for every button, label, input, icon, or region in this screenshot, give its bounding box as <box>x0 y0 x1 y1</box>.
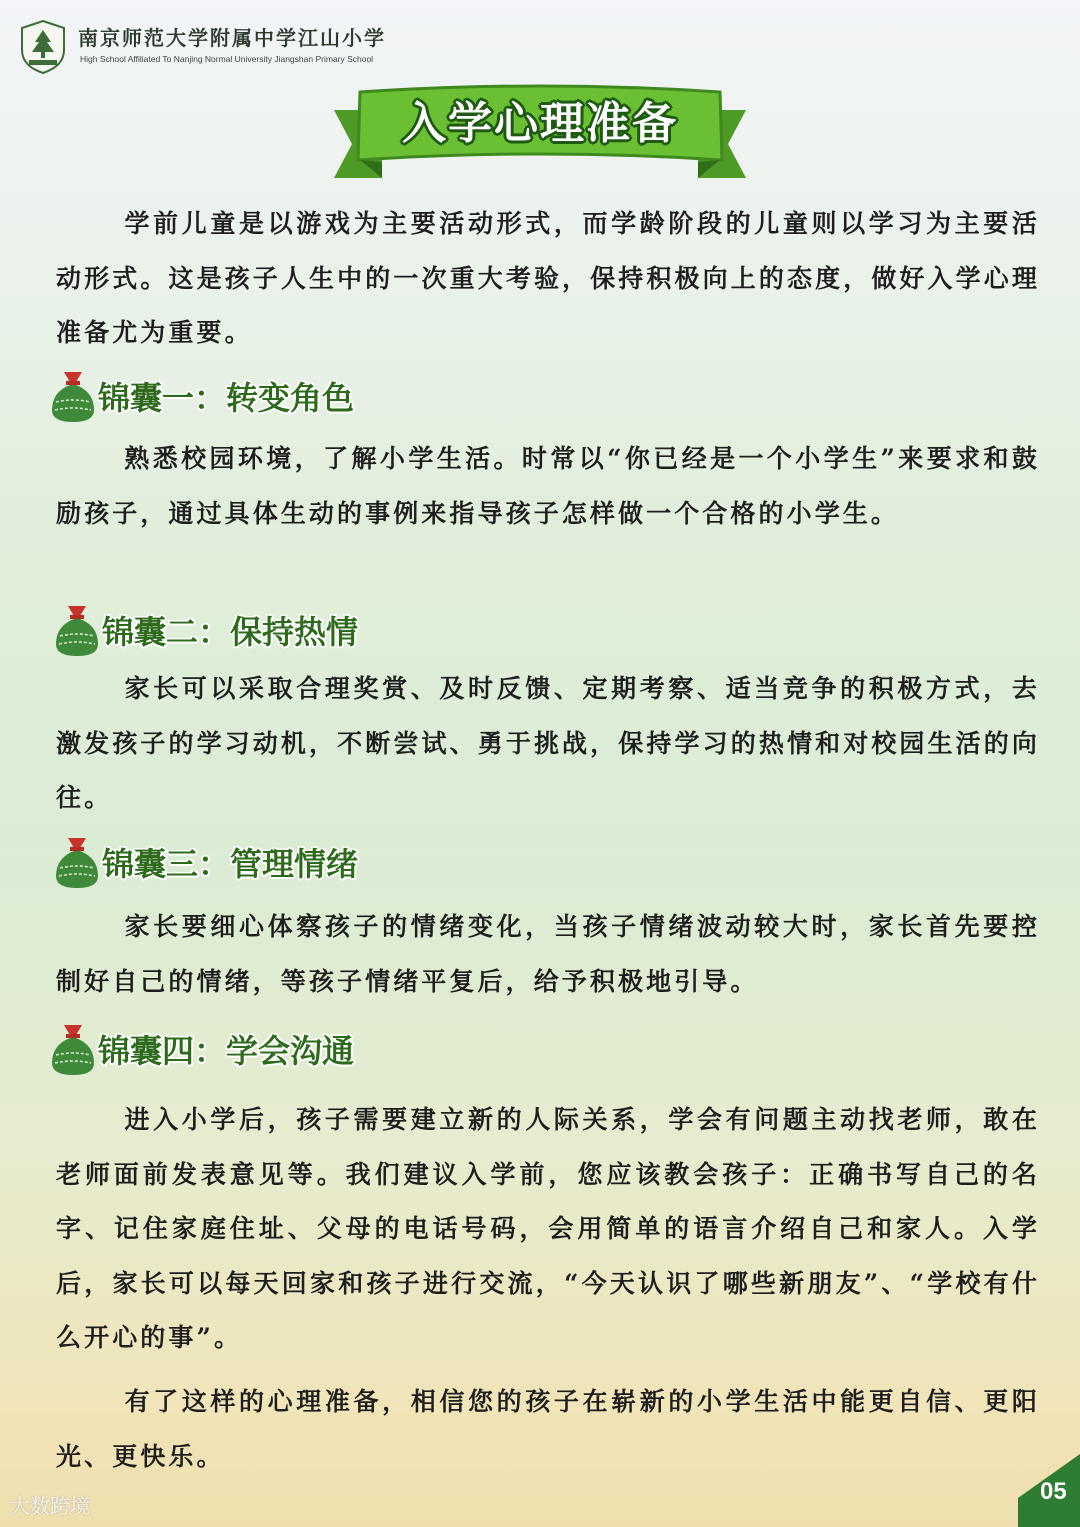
tip-body-2 <box>56 662 1040 826</box>
tip-heading-text: 锦囊一：转变角色 <box>98 379 355 417</box>
lucky-bag-icon <box>50 368 96 424</box>
tip-heading-4 <box>50 1025 354 1073</box>
intro-paragraph <box>56 197 1040 361</box>
tip-heading-1 <box>50 372 354 420</box>
tip-body-text: 家长要细心体察孩子的情绪变化，当孩子情绪波动较大时，家长首先要控制好自己的情绪，等孩子情绪平复后，给予积极地引导。 <box>56 912 1040 996</box>
lucky-bag-icon <box>50 1021 96 1077</box>
tip-heading-2 <box>54 606 358 654</box>
closing-text: 有了这样的心理准备，相信您的孩子在崭新的小学生活中能更自信、更阳光、更快乐。 <box>56 1387 1040 1471</box>
tip-heading-text: 锦囊二：保持热情 <box>102 613 359 651</box>
tip-body-text: 熟悉校园环境，了解小学生活。时常以“你已经是一个小学生”来要求和鼓励孩子，通过具体生动的事例来指导孩子怎样做一个合格的小学生。 <box>56 444 1040 528</box>
tip-body-text: 家长可以采取合理奖赏、及时反馈、定期考察、适当竞争的积极方式，去激发孩子的学习动机，不断尝试、勇于挑战，保持学习的热情和对校园生活的向往。 <box>56 674 1040 812</box>
intro-text: 学前儿童是以游戏为主要活动形式，而学龄阶段的儿童则以学习为主要活动形式。这是孩子人生中的一次重大考验，保持积极向上的态度，做好入学心理准备尤为重要。 <box>56 209 1040 347</box>
school-name-en: High School Affiliated To Nanjing Normal University Jiangshan Primary School <box>80 54 374 64</box>
school-logo <box>20 20 66 74</box>
tip-heading-text: 锦囊三：管理情绪 <box>102 845 359 883</box>
tip-body-text: 进入小学后，孩子需要建立新的人际关系，学会有问题主动找老师，敢在老师面前发表意见等。我们建议入学前，您应该教会孩子：正确书写自己的名字、记住家庭住址、父母的电话号码，会用简单的语言介绍自己和家人。入学后，家长可以每天回家和孩子进行交流，“今天认识了哪些新朋友”、“学校有什么开心的事”。 <box>56 1105 1040 1352</box>
tip-body-4 <box>56 1093 1040 1366</box>
tip-body-1 <box>56 432 1040 541</box>
tip-heading-text: 锦囊四：学会沟通 <box>98 1032 355 1070</box>
lucky-bag-icon <box>54 834 100 890</box>
watermark: 大数跨境 <box>10 1494 90 1518</box>
closing-paragraph <box>56 1375 1040 1484</box>
lucky-bag-icon <box>54 602 100 658</box>
page-number: 05 <box>1040 1478 1067 1505</box>
tip-heading-3 <box>54 838 358 886</box>
school-name-cn: 南京师范大学附属中学江山小学 <box>78 26 386 50</box>
tip-body-3 <box>56 900 1040 1009</box>
banner-title: 入学心理准备 <box>402 98 678 149</box>
